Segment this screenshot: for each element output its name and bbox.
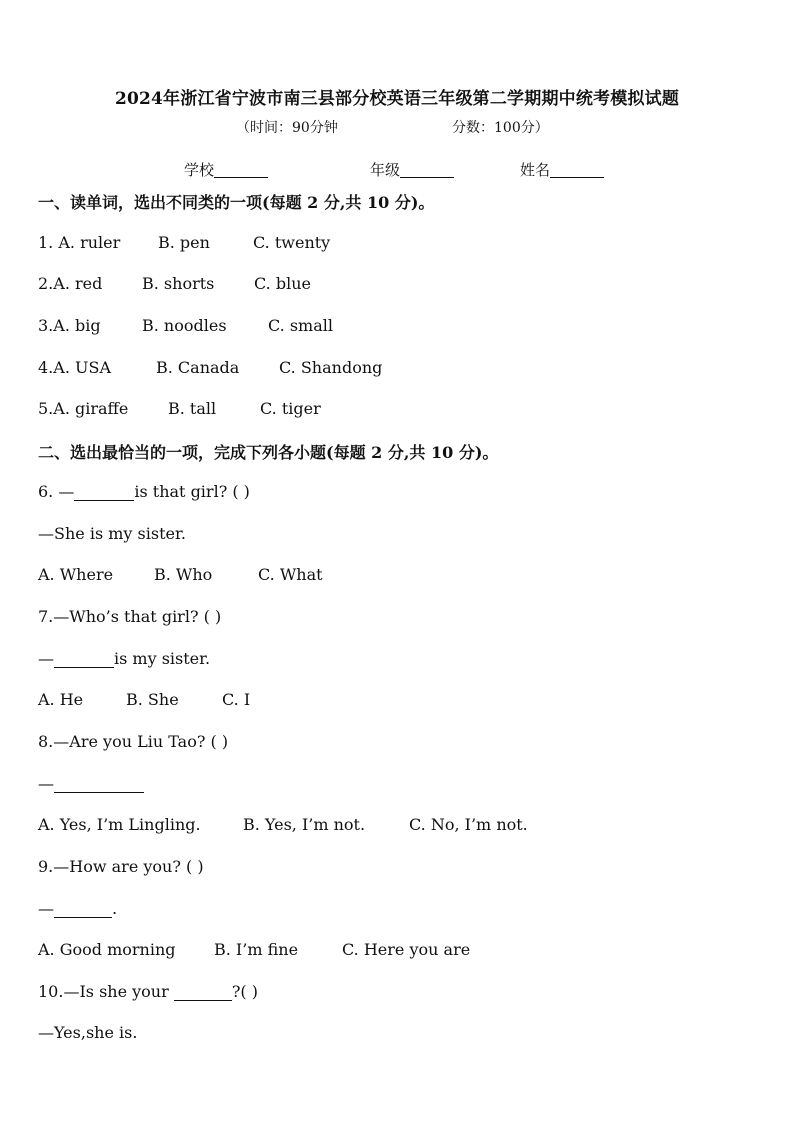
question-3-a: 3.A. big xyxy=(38,316,101,335)
question-6 xyxy=(38,481,250,503)
question-9-option-a: A. Good morning xyxy=(38,940,176,959)
grade-label: 年级 xyxy=(370,161,401,179)
section2-heading: 二、选出最恰当的一项，完成下列各小题(每题 2 分,共 10 分)。 xyxy=(38,443,499,462)
question-7-option-b: B. She xyxy=(126,690,179,709)
school-field[interactable] xyxy=(184,159,268,180)
grade-blank[interactable] xyxy=(400,161,454,178)
question-7-text: is my sister. xyxy=(114,649,211,668)
question-6-option-c: C. What xyxy=(258,565,323,584)
question-4-b: B. Canada xyxy=(156,358,240,377)
name-field[interactable] xyxy=(520,159,604,180)
question-9-blank[interactable] xyxy=(54,899,112,918)
question-9-text: . xyxy=(112,899,118,918)
question-5-c: C. tiger xyxy=(260,399,321,418)
question-8-answer xyxy=(38,773,144,795)
grade-field[interactable] xyxy=(370,159,454,180)
question-8-option-b: B. Yes, I’m not. xyxy=(243,815,366,834)
question-2-b: B. shorts xyxy=(142,274,215,293)
question-1-c: C. twenty xyxy=(253,233,331,252)
question-9-option-b: B. I’m fine xyxy=(214,940,299,959)
question-7-option-c: C. I xyxy=(222,690,251,709)
question-9: 9.—How are you? ( ) xyxy=(38,857,204,876)
question-7-blank[interactable] xyxy=(54,649,114,668)
section1-heading: 一、读单词，选出不同类的一项(每题 2 分,共 10 分)。 xyxy=(38,193,435,212)
question-10-answer: —Yes,she is. xyxy=(38,1023,138,1042)
question-8-blank[interactable] xyxy=(54,774,144,793)
question-10-text: ?( ) xyxy=(231,982,258,1001)
question-6-option-a: A. Where xyxy=(38,565,114,584)
school-blank[interactable] xyxy=(214,161,268,178)
name-label: 姓名 xyxy=(520,161,551,179)
question-7-option-a: A. He xyxy=(38,690,84,709)
question-3-c: C. small xyxy=(268,316,333,335)
question-1-a: 1. A. ruler xyxy=(38,233,121,252)
question-4-a: 4.A. USA xyxy=(38,358,111,377)
question-5-b: B. tall xyxy=(168,399,217,418)
question-9-answer xyxy=(38,898,117,920)
name-blank[interactable] xyxy=(550,161,604,178)
question-8-option-a: A. Yes, I’m Lingling. xyxy=(38,815,201,834)
question-2-a: 2.A. red xyxy=(38,274,103,293)
question-5-a: 5.A. giraffe xyxy=(38,399,129,418)
page-title: 2024年浙江省宁波市南三县部分校英语三年级第二学期期中统考模拟试题 xyxy=(114,89,680,109)
question-6-text: is that girl? ( ) xyxy=(134,482,250,501)
question-7: 7.—Who’s that girl? ( ) xyxy=(38,607,222,626)
question-7-prefix: — xyxy=(38,649,54,668)
question-6-prefix: 6. — xyxy=(38,482,75,501)
question-6-blank[interactable] xyxy=(74,482,134,501)
question-8-prefix: — xyxy=(38,774,54,793)
exam-time: （时间：90分钟 xyxy=(236,120,338,136)
question-2-c: C. blue xyxy=(254,274,311,293)
exam-score: 分数：100分） xyxy=(452,120,549,136)
question-10-blank[interactable] xyxy=(174,982,232,1001)
question-8: 8.—Are you Liu Tao? ( ) xyxy=(38,732,229,751)
question-4-c: C. Shandong xyxy=(279,358,383,377)
question-8-option-c: C. No, I’m not. xyxy=(409,815,528,834)
question-10-prefix: 10.—Is she your xyxy=(38,982,174,1001)
question-3-b: B. noodles xyxy=(142,316,227,335)
question-1-b: B. pen xyxy=(158,233,210,252)
question-7-answer xyxy=(38,648,210,670)
question-6-answer: —She is my sister. xyxy=(38,524,186,543)
question-10 xyxy=(38,981,258,1003)
school-label: 学校 xyxy=(184,161,215,179)
question-6-option-b: B. Who xyxy=(154,565,213,584)
question-9-prefix: — xyxy=(38,899,54,918)
question-9-option-c: C. Here you are xyxy=(342,940,471,959)
